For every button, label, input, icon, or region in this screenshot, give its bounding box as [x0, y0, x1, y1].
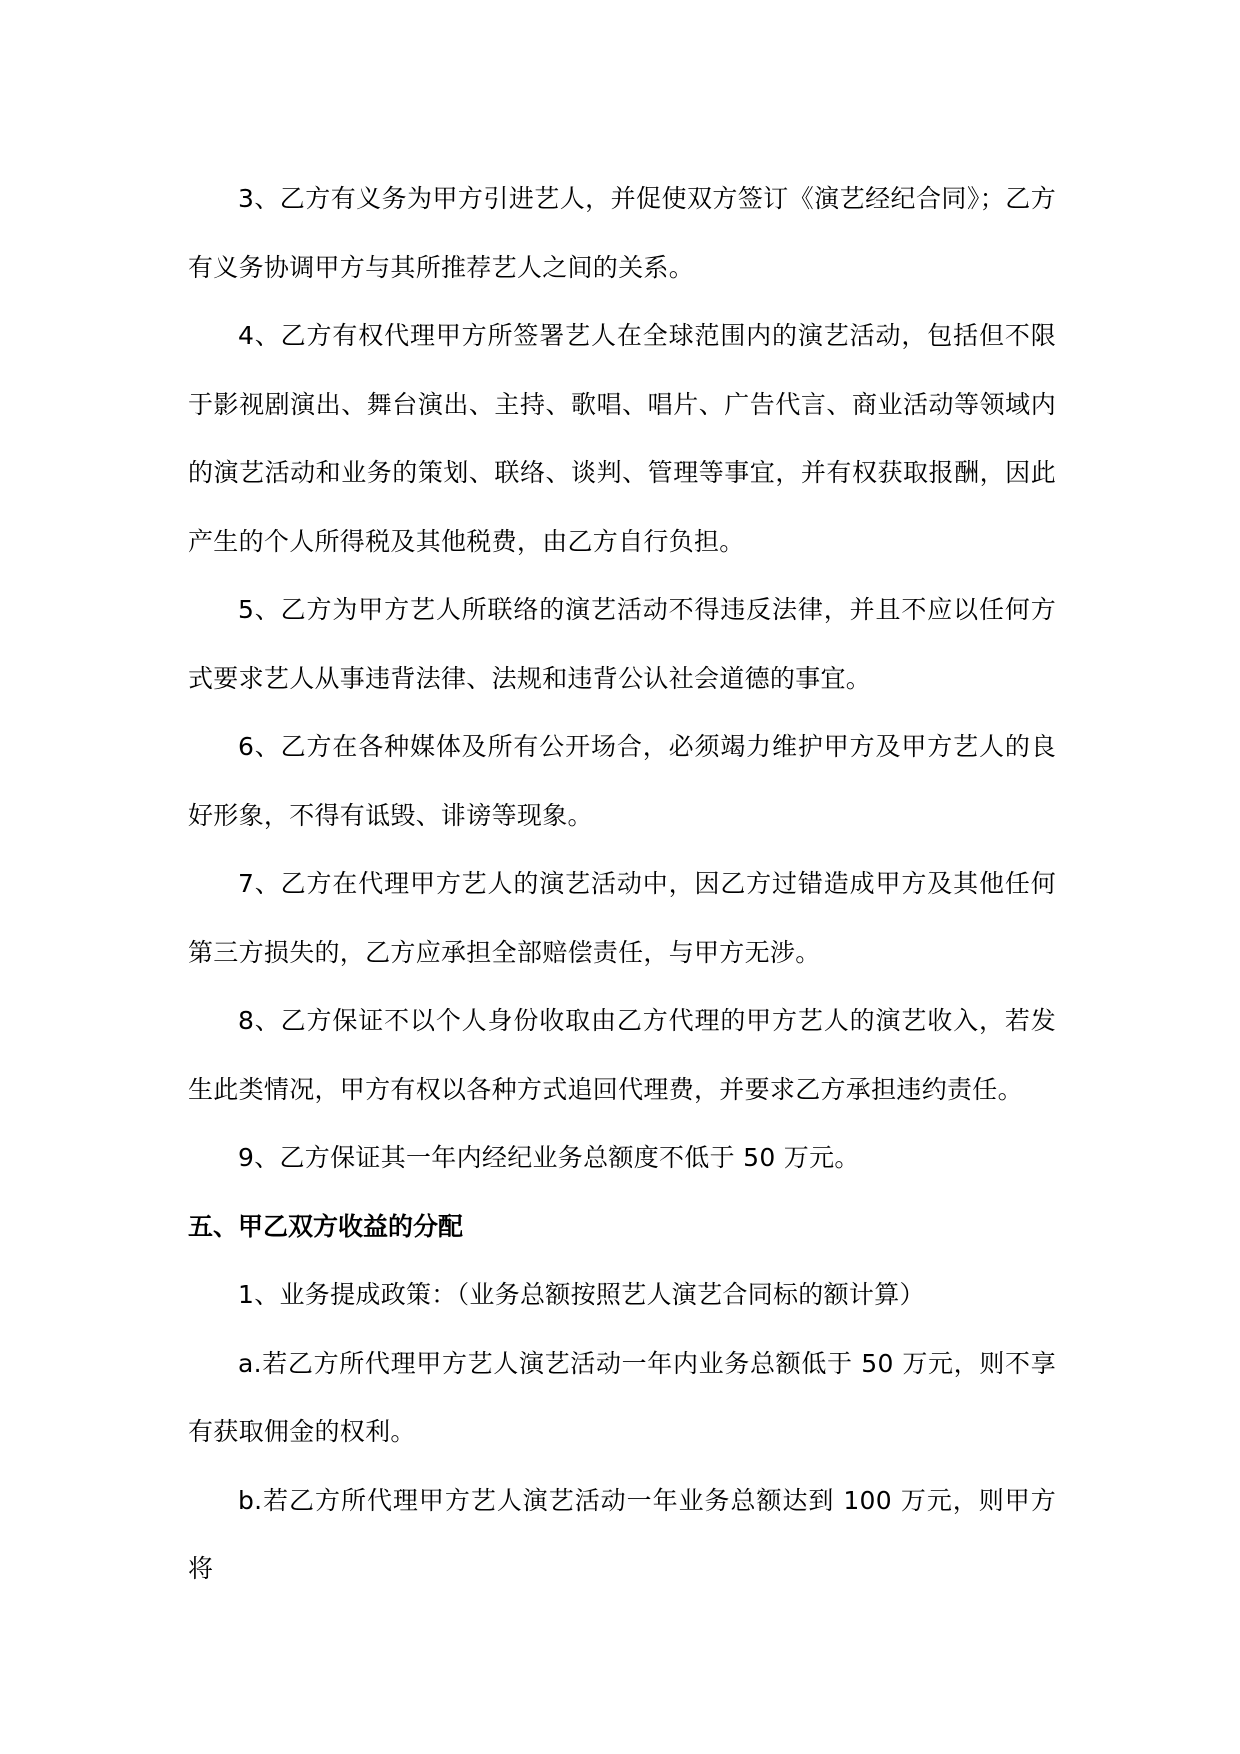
clause-4: 4、乙方有权代理甲方所签署艺人在全球范围内的演艺活动，包括但不限于影视剧演出、舞台演出、主持、歌唱、唱片、广告代言、商业活动等领域内的演艺活动和业务的策划、联络、谈判、管理等事宜，并有权获取报酬，因此产生的个人所得税及其他税费，由乙方自行负担。 — [188, 321, 1056, 556]
clause-5: 5、乙方为甲方艺人所联络的演艺活动不得违反法律，并且不应以任何方式要求艺人从事违背法律、法规和违背公认社会道德的事宜。 — [188, 595, 1056, 693]
clause-6: 6、乙方在各种媒体及所有公开场合，必须竭力维护甲方及甲方艺人的良好形象，不得有诋毁、诽谤等现象。 — [188, 732, 1056, 830]
clause-9: 9、乙方保证其一年内经纪业务总额度不低于 50 万元。 — [238, 1143, 860, 1172]
clause-7: 7、乙方在代理甲方艺人的演艺活动中，因乙方过错造成甲方及其他任何第三方损失的，乙方应承担全部赔偿责任，与甲方无涉。 — [188, 869, 1056, 967]
clause-8: 8、乙方保证不以个人身份收取由乙方代理的甲方艺人的演艺收入，若发生此类情况，甲方有权以各种方式追回代理费，并要求乙方承担违约责任。 — [188, 1006, 1056, 1104]
clause-commission-policy: 1、业务提成政策：（业务总额按照艺人演艺合同标的额计算） — [238, 1280, 925, 1309]
clause-3: 3、乙方有义务为甲方引进艺人，并促使双方签订《演艺经纪合同》；乙方有义务协调甲方与其所推荐艺人之间的关系。 — [188, 184, 1056, 282]
section-heading-5: 五、甲乙双方收益的分配 — [188, 1211, 464, 1241]
clause-b: b.若乙方所代理甲方艺人演艺活动一年业务总额达到 100 万元，则甲方将 — [188, 1485, 1056, 1583]
clause-a: a.若乙方所代理甲方艺人演艺活动一年内业务总额低于 50 万元，则不享有获取佣金的权利。 — [188, 1348, 1056, 1446]
document-page — [188, 165, 1056, 1604]
